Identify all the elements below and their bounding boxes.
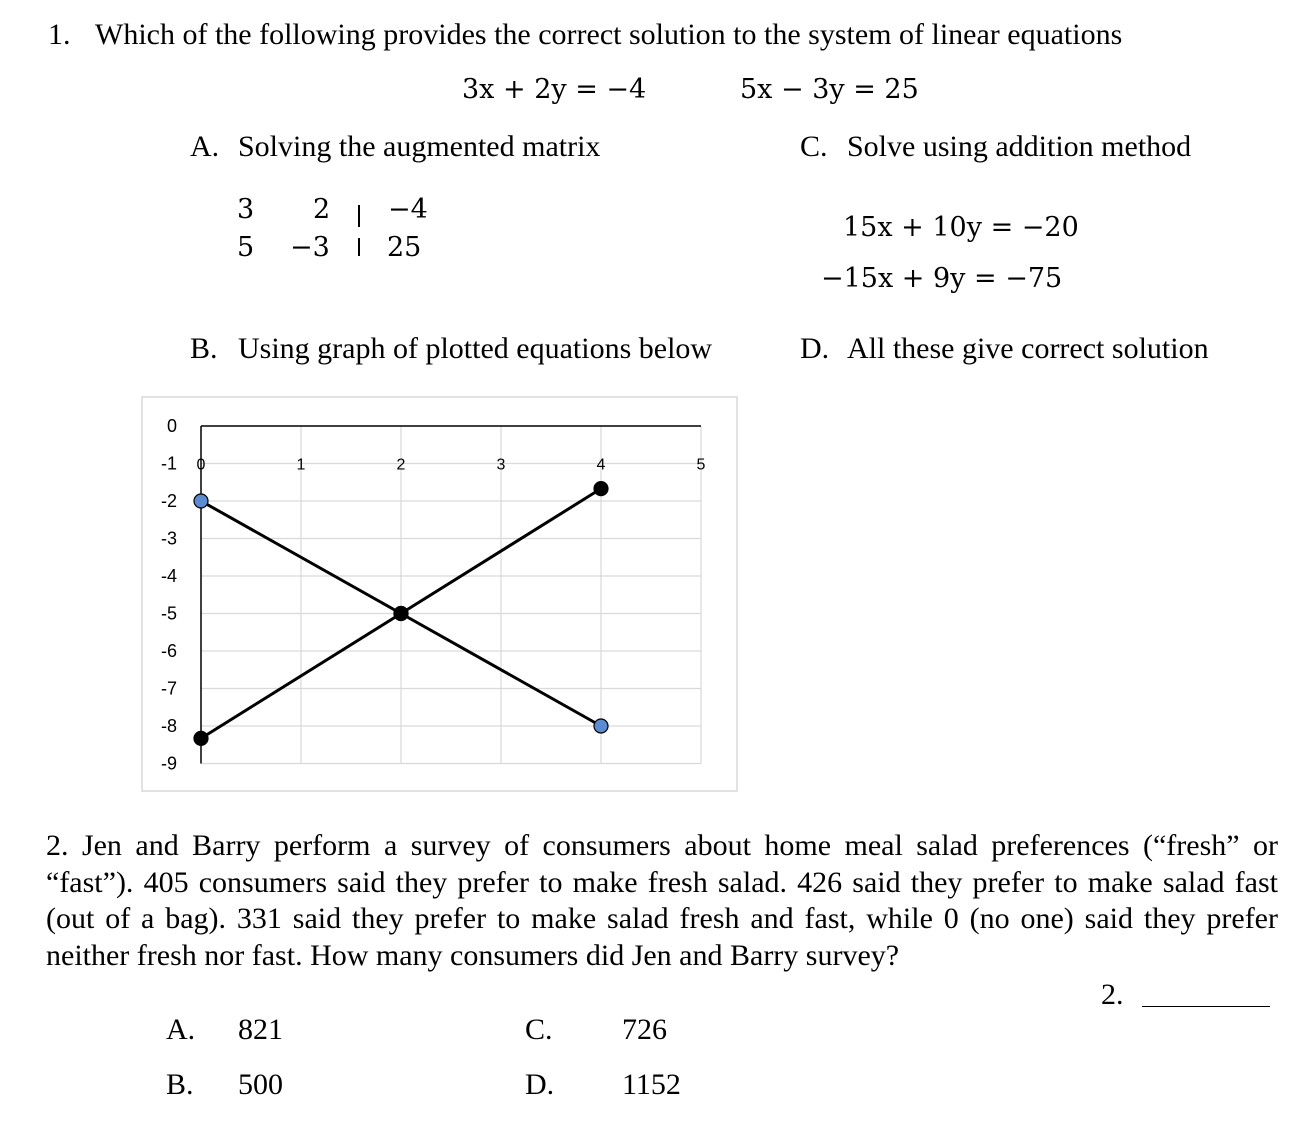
q2-option-a-label: A. <box>166 1013 196 1046</box>
option-d-label: D. <box>800 332 830 365</box>
q2-option-d-label: D. <box>525 1068 555 1101</box>
y-tick-label: -5 <box>160 603 177 624</box>
data-point-series-2 <box>194 731 208 745</box>
option-b-text: Using graph of plotted equations below <box>238 332 713 365</box>
matrix-cell: 2 <box>313 194 331 225</box>
x-tick-label: 0 <box>196 456 206 474</box>
q1-number: 1. <box>48 18 71 51</box>
q2-answer-label: 2. <box>1101 978 1124 1011</box>
addition-line-1: 15x + 10y = −20 <box>843 212 1079 243</box>
data-point-series-1 <box>594 719 608 733</box>
q2-option-b-label: B. <box>166 1068 194 1101</box>
y-tick-label: -4 <box>160 566 177 586</box>
q2-option-c-value: 726 <box>622 1013 667 1046</box>
chart-frame <box>142 397 737 791</box>
matrix-cell: 5 <box>237 232 255 263</box>
matrix-cell: −4 <box>388 194 428 225</box>
q2-answer-blank[interactable] <box>1142 1006 1270 1007</box>
x-tick-label: 5 <box>696 456 706 474</box>
addition-line-2: −15x + 9y = −75 <box>821 263 1063 294</box>
y-tick-label: 0 <box>166 416 177 436</box>
x-tick-label: 2 <box>396 456 406 474</box>
q2-option-b-value: 500 <box>238 1068 283 1101</box>
data-point-series-1 <box>194 494 208 508</box>
y-tick-label: -3 <box>160 528 177 549</box>
option-a-label: A. <box>190 130 220 163</box>
q2-option-a-value: 821 <box>238 1013 283 1046</box>
y-tick-label: -7 <box>160 678 177 699</box>
equation-1: 3x + 2y = −4 <box>462 74 647 105</box>
q2-question: 2. Jen and Barry perform a survey of consumers about home meal salad preferences (“fresh” or “fast”). 405 consumers said they prefer to make fresh salad. 426 said they prefer to make salad fast (out of a bag). 331 said they prefer to make salad fresh and fast, while 0 (no one) said they prefer neither fresh nor fast. How many consumers did Jen and Barry survey? <box>46 829 1278 972</box>
data-point-series-2 <box>394 607 408 621</box>
equation-2: 5x − 3y = 25 <box>740 74 919 105</box>
x-tick-label: 3 <box>496 456 506 474</box>
x-tick-label: 1 <box>296 456 306 474</box>
matrix-cell: 3 <box>237 194 255 225</box>
option-a-text: Solving the augmented matrix <box>238 130 601 163</box>
y-tick-label: -8 <box>160 716 177 736</box>
y-tick-label: -2 <box>160 491 177 511</box>
q1-question: Which of the following provides the correct solution to the system of linear equations <box>95 18 1123 51</box>
y-tick-label: -9 <box>160 753 177 774</box>
option-d-text: All these give correct solution <box>847 332 1209 365</box>
data-point-series-2 <box>594 482 608 496</box>
y-tick-label: -6 <box>160 641 177 661</box>
x-tick-label: 4 <box>596 456 606 474</box>
option-c-text: Solve using addition method <box>847 130 1192 163</box>
option-c-label: C. <box>800 130 828 163</box>
matrix-cell: −3 <box>290 232 330 263</box>
y-tick-label: -1 <box>160 453 177 474</box>
q2-option-d-value: 1152 <box>622 1068 681 1101</box>
option-b-label: B. <box>190 332 218 365</box>
matrix-cell: 25 <box>387 232 422 263</box>
q2-option-c-label: C. <box>525 1013 553 1046</box>
